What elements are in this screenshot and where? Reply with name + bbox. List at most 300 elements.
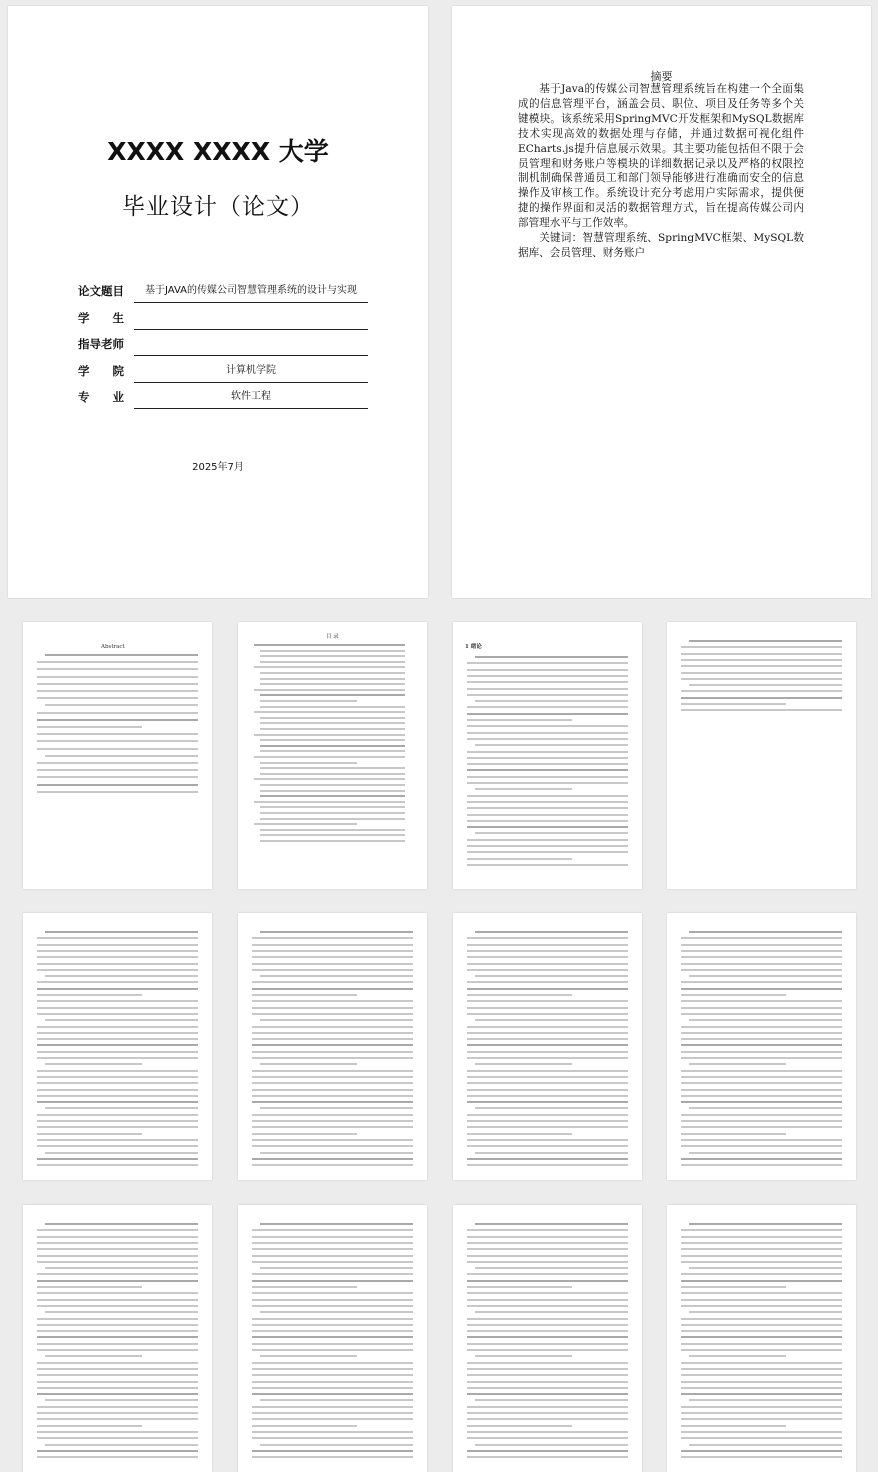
thumbnail-text-line [681,1324,842,1326]
thumbnail-text-line [37,1387,198,1389]
thumbnail-text-line [689,1311,842,1313]
thumbnail-text-line [260,773,405,775]
thumbnail-text-line [467,956,628,958]
thumbnail-text-line [681,1007,842,1009]
thumbnail-text-line [681,1286,786,1288]
thumbnail-text-line [260,931,413,933]
thumbnail-text-line [37,690,198,692]
thumbnail-text-line [260,650,405,652]
thumbnail-text-line [252,994,357,996]
thumbnail-text-line [681,994,786,996]
thumbnail-text-line [475,1444,628,1446]
thumbnail-text-line [467,688,628,690]
thumbnail-text-line [467,1126,628,1128]
thumbnail-text-line [37,1145,198,1147]
thumbnail-text-line [252,981,413,983]
thumbnail-text-line [252,1076,413,1078]
field-label: 专 业 [78,390,124,404]
thumbnail-text-line [45,704,198,706]
thumbnail-text-line [37,981,198,983]
field-value: 基于JAVA的传媒公司智慧管理系统的设计与实现 [134,280,368,303]
thumbnail-text-line [252,1273,413,1275]
thumbnail-text-line [37,740,198,742]
thumbnail-text-line [681,697,842,699]
thumbnail-text-line [37,733,198,735]
thumbnail-text-line [681,944,842,946]
thumbnail-text-line [260,1444,413,1446]
thumbnail-page[interactable] [23,913,212,1180]
thumbnail-text-line [37,1362,198,1364]
thumbnail-text-line [252,1158,413,1160]
thumbnail-text-line [37,769,198,771]
thumbnail-page[interactable] [238,1205,427,1472]
field-label: 学 生 [78,310,124,325]
thumbnail-text-line [467,839,628,841]
thumbnail-text-line [37,1349,198,1351]
thumbnail-text-line [467,864,628,866]
thumbnail-text-line [252,1114,413,1116]
thumbnail-text-line [45,1311,198,1313]
thumbnail-text-line [467,1070,628,1072]
thumbnail-text-line [254,801,405,803]
thumbnail-text-line [467,1038,628,1040]
thumbnail-text-line [45,1355,142,1357]
field-label: 学 院 [78,363,124,378]
thumbnail-text-line [467,1089,628,1091]
thumbnail-text-line [467,1450,628,1452]
thumbnail-text-line [681,1242,842,1244]
thumbnail-text-line [467,1095,628,1097]
thumbnail-text-line [260,672,405,674]
thumbnail-text-line [689,1152,842,1154]
thumbnail-text-line [37,944,198,946]
thumbnail-text-line [252,1318,413,1320]
thumbnail-text-line [254,644,405,646]
thumbnail-text-line [467,713,628,715]
thumbnail-text-line [681,653,842,655]
thumbnail-text-line [37,1431,198,1433]
thumbnail-text-line [689,1019,842,1021]
thumbnail-text-line [45,1107,198,1109]
thumbnail-text-line [37,762,198,764]
thumbnail-heading: 1 绪论 [465,644,482,650]
thumbnail-text-line [252,1299,413,1301]
field-value: 软件工程 [134,386,368,409]
thumbnail-text-line [467,1076,628,1078]
thumbnail-text-line [681,1158,842,1160]
thumbnail-text-line [37,661,198,663]
thumbnail-text-line [45,1019,198,1021]
thumbnail-text-line [681,1032,842,1034]
thumbnail-text-line [252,1051,413,1053]
thumbnail-text-line [252,1126,413,1128]
thumbnail-text-line [681,1057,842,1059]
thumbnail-text-line [252,1330,413,1332]
thumbnail-text-line [45,931,198,933]
thumbnail-text-line [252,1387,413,1389]
thumbnail-text-line [681,1387,842,1389]
thumbnail-text-line [37,1095,198,1097]
thumbnail-text-line [45,755,198,757]
thumbnail-text-line [37,1089,198,1091]
thumbnail-text-line [689,1107,842,1109]
thumbnail-text-line [475,1267,628,1269]
thumbnail-text-line [475,1311,628,1313]
thumbnail-text-line [467,675,628,677]
thumbnail-text-line [37,1120,198,1122]
thumbnail-text-line [37,1286,142,1288]
thumbnail-chapter-1[interactable] [453,622,642,889]
thumbnail-text-line [681,1038,842,1040]
thumbnail-text-line [37,1381,198,1383]
thumbnail-text-line [681,1450,842,1452]
thumbnail-text-line [467,1044,628,1046]
thumbnail-text-line [681,1305,842,1307]
thumbnail-text-line [681,1412,842,1414]
thumbnail-text-line [681,672,842,674]
thumbnail-text-line [467,1349,628,1351]
thumbnail-text-line [252,1044,413,1046]
thumbnail-page[interactable] [23,1205,212,1472]
thumbnail-text-line [467,1007,628,1009]
thumbnail-text-line [252,1343,413,1345]
thumbnail-text-line [252,1057,413,1059]
thumbnail-text-line [37,1139,198,1141]
thumbnail-text-line [252,1255,413,1257]
thumbnail-text-line [681,1051,842,1053]
thumbnail-text-line [467,782,628,784]
thumbnail-text-line [252,1336,413,1338]
thumbnail-text-line [681,1349,842,1351]
thumbnail-text-line [252,1324,413,1326]
thumbnail-text-line [260,745,405,747]
thumbnail-text-line [467,1456,628,1458]
thumbnail-text-line [260,694,405,696]
thumbnail-text-line [681,1000,842,1002]
thumbnail-text-line [45,1399,198,1401]
thumbnail-text-line [37,1406,198,1408]
thumbnail-text-line [252,1431,413,1433]
thumbnail-text-line [252,1425,357,1427]
thumbnail-text-line [37,683,198,685]
thumbnail-text-line [37,1299,198,1301]
cover-page [8,6,428,598]
thumbnail-text-line [37,1343,198,1345]
thumbnail-text-line [467,751,628,753]
thumbnail-text-line [252,1248,413,1250]
thumbnail-text-line [681,1082,842,1084]
thumbnail-text-line [467,1057,628,1059]
thumbnail-text-line [467,1139,628,1141]
thumbnail-text-line [681,1393,842,1395]
thumbnail-text-line [681,969,842,971]
thumbnail-english-abstract[interactable] [23,622,212,889]
thumbnail-text-line [467,858,572,860]
thumbnail-text-line [37,791,198,793]
thumbnail-text-line [467,826,628,828]
thumbnail-text-line [689,1399,842,1401]
thumbnail-text-line [681,1133,786,1135]
thumbnail-page[interactable] [667,1205,856,1472]
thumbnail-text-line [467,963,628,965]
thumbnail-text-line [37,1280,198,1282]
thumbnail-text-line [37,1273,198,1275]
thumbnail-text-line [260,834,405,836]
thumbnail-text-line [475,1019,628,1021]
thumbnail-text-line [681,709,842,711]
thumbnail-text-line [37,1242,198,1244]
thumbnail-text-line [681,988,842,990]
field-value [134,333,368,356]
thumbnail-text-line [252,1120,413,1122]
thumbnail-text-line [467,1336,628,1338]
thumbnail-text-line [681,1255,842,1257]
thumbnail-text-line [467,1324,628,1326]
thumbnail-text-line [467,1026,628,1028]
thumbnail-text-line [252,1229,413,1231]
thumbnail-text-line [467,851,628,853]
thumbnail-text-line [467,694,628,696]
thumbnail-text-line [467,1393,628,1395]
thumbnail-text-line [467,1299,628,1301]
thumbnail-text-line [37,776,198,778]
thumbnail-text-line [681,963,842,965]
thumbnail-text-line [681,1139,842,1141]
thumbnail-text-line [37,1412,198,1414]
thumbnail-page[interactable] [667,913,856,1180]
field-value: 计算机学院 [134,360,368,383]
thumbnail-text-line [252,1164,413,1166]
thumbnail-text-line [260,975,413,977]
thumbnail-text-line [467,769,628,771]
thumbnail-text-line [681,1318,842,1320]
thumbnail-text-line [681,1145,842,1147]
thumbnail-text-line [681,950,842,952]
thumbnail-text-line [681,1374,842,1376]
thumbnail-text-line [681,703,786,705]
thumbnail-text-line [467,662,628,664]
thumbnail-text-line [252,1038,413,1040]
field-label: 论文题目 [78,284,124,298]
thumbnail-text-line [260,1399,413,1401]
thumbnail-text-line [260,767,405,769]
thumbnail-text-line [467,1248,628,1250]
thumbnail-text-line [467,1032,628,1034]
thumbnail-text-line [260,706,405,708]
thumbnail-text-line [37,1013,198,1015]
thumbnail-text-line [37,1101,198,1103]
thumbnail-text-line [37,1418,198,1420]
thumbnail-text-line [260,655,405,657]
thumbnail-text-line [252,1101,413,1103]
thumbnail-text-line [467,776,628,778]
thumbnail-text-line [260,790,405,792]
thumbnail-text-line [467,1273,628,1275]
thumbnail-text-line [260,700,357,702]
thumbnail-text-line [37,1000,198,1002]
thumbnail-text-line [681,1368,842,1370]
thumbnail-text-line [467,1292,628,1294]
thumbnail-text-line [37,1070,198,1072]
thumbnail-text-line [252,1261,413,1263]
thumbnail-text-line [681,659,842,661]
thumbnail-text-line [475,788,572,790]
thumbnail-text-line [37,1164,198,1166]
thumbnail-text-line [467,1114,628,1116]
thumbnail-text-line [681,956,842,958]
thumbnail-text-line [260,1019,413,1021]
thumbnail-text-line [467,1286,572,1288]
keywords-paragraph: 关键词：智慧管理系统、SpringMVC框架、MySQL数据库、会员管理、财务账户 [518,232,804,259]
thumbnail-text-line [467,820,628,822]
thumbnail-text-line [254,711,405,713]
thumbnail-text-line [689,1063,786,1065]
thumbnail-text-line [260,750,405,752]
thumbnail-text-line [252,988,413,990]
thumbnail-text-line [260,678,405,680]
thumbnail-text-line [260,661,405,663]
thumbnail-text-line [45,1152,198,1154]
thumbnail-text-line [260,1311,413,1313]
thumbnail-text-line [467,669,628,671]
thumbnail-text-line [681,1164,842,1166]
thumbnail-text-line [37,1044,198,1046]
thumbnail-page[interactable] [453,1205,642,1472]
thumbnail-text-line [689,931,842,933]
thumbnail-text-line [681,1336,842,1338]
thumbnail-text-line [252,1145,413,1147]
thumbnail-text-line [45,1444,198,1446]
thumbnail-text-line [467,681,628,683]
thumbnail-text-line [467,1406,628,1408]
thumbnail-text-line [252,1381,413,1383]
thumbnail-text-line [37,1261,198,1263]
thumbnail-text-line [37,1393,198,1395]
thumbnail-text-line [45,1223,198,1225]
thumbnail-text-line [681,1126,842,1128]
thumbnail-heading: 目 录 [326,634,339,640]
thumbnail-text-line [689,640,842,642]
thumbnail-text-line [37,988,198,990]
cover-info-fields [78,280,368,413]
thumbnail-text-line [689,1223,842,1225]
submission-date: 2025年7月 [192,462,244,473]
field-advisor [78,333,368,360]
thumbnail-text-line [37,950,198,952]
thumbnail-text-line [37,1318,198,1320]
thumbnail-text-line [37,1336,198,1338]
thumbnail-text-line [37,712,198,714]
thumbnail-text-line [252,956,413,958]
thumbnail-page[interactable] [667,622,856,889]
thumbnail-text-line [467,738,628,740]
thumbnail-text-line [254,689,405,691]
thumbnail-page[interactable] [238,913,427,1180]
thumbnail-text-line [37,1368,198,1370]
thumbnail-text-line [260,728,405,730]
thumbnail-text-line [467,757,628,759]
abstract-paragraph: 基于Java的传媒公司智慧管理系统旨在构建一个全面集成的信息管理平台，涵盖会员、职位、项目及任务等多个关键模块。该系统采用SpringMVC开发框架和MySQL数据库技术实现高效的数据处理与存储，并通过数据可视化组件ECharts.js提升信息展示效果。其主要功能包括但不限于会员管理和财务账户等模块的详细数据记录以及严格的权限控制机制确保普通员工和部门领导能够进行准确而安全的信息操作及审核工作。系统设计充分考虑用户实际需求，提供便捷的操作界面和灵活的数据管理方式，旨在提高传媒公司内部管理水平与工作效率。 [518,83,804,230]
thumbnail-text-line [37,1229,198,1231]
thumbnail-text-line [37,1450,198,1452]
thumbnail-text-line [681,1044,842,1046]
thumbnail-text-line [252,1089,413,1091]
thumbnail-text-line [37,1082,198,1084]
thumbnail-text-line [681,1456,842,1458]
thumbnail-page[interactable] [453,913,642,1180]
thumbnail-text-line [467,801,628,803]
thumbnail-text-line [260,812,405,814]
thumbnail-text-line [37,1114,198,1116]
thumbnail-text-line [681,1299,842,1301]
thumbnail-text-line [467,1280,628,1282]
field-value [134,307,368,330]
thumbnail-text-line [37,1158,198,1160]
thumbnail-text-line [467,706,628,708]
thumbnail-text-line [467,969,628,971]
thumbnail-text-line [681,1381,842,1383]
thumbnail-text-line [252,1374,413,1376]
thumbnail-toc[interactable] [238,622,427,889]
thumbnail-text-line [467,1145,628,1147]
thumbnail-text-line [37,1057,198,1059]
thumbnail-heading: Abstract [101,644,125,650]
thumbnail-text-line [681,1076,842,1078]
thumbnail-text-line [681,1095,842,1097]
thumbnail-text-line [467,1305,628,1307]
thumbnail-text-line [681,1330,842,1332]
thumbnail-text-line [252,1133,357,1135]
thumbnail-text-line [467,1000,628,1002]
thumbnail-text-line [260,840,405,842]
thumbnail-text-line [467,1242,628,1244]
thumbnail-text-line [252,1418,413,1420]
thumbnail-text-line [689,975,842,977]
thumbnail-text-line [467,950,628,952]
thumbnail-text-line [252,1007,413,1009]
thumbnail-text-line [467,1431,628,1433]
thumbnail-text-line [37,937,198,939]
thumbnail-text-line [252,937,413,939]
thumbnail-text-line [252,1362,413,1364]
thumbnail-text-line [681,1120,842,1122]
thumbnail-text-line [681,646,842,648]
field-college [78,360,368,387]
thumbnail-text-line [260,1223,413,1225]
thumbnail-text-line [681,1070,842,1072]
thumbnail-text-line [467,981,628,983]
thumbnail-text-line [467,1101,628,1103]
thumbnail-text-line [37,726,142,728]
thumbnail-text-line [681,1437,842,1439]
thumbnail-text-line [252,1349,413,1351]
thumbnail-text-line [37,697,198,699]
thumbnail-text-line [467,763,628,765]
thumbnail-text-line [475,656,628,658]
thumbnail-text-line [252,1437,413,1439]
thumbnail-text-line [37,1425,142,1427]
thumbnail-text-line [37,1076,198,1078]
thumbnail-text-line [252,1032,413,1034]
thumbnail-text-line [37,748,198,750]
thumbnail-text-line [689,1267,842,1269]
thumbnail-text-line [475,1223,628,1225]
thumbnail-text-line [254,778,405,780]
thumbnail-text-line [252,1305,413,1307]
thumbnail-text-line [252,950,413,952]
thumbnail-text-line [467,1236,628,1238]
thumbnail-text-line [260,683,405,685]
